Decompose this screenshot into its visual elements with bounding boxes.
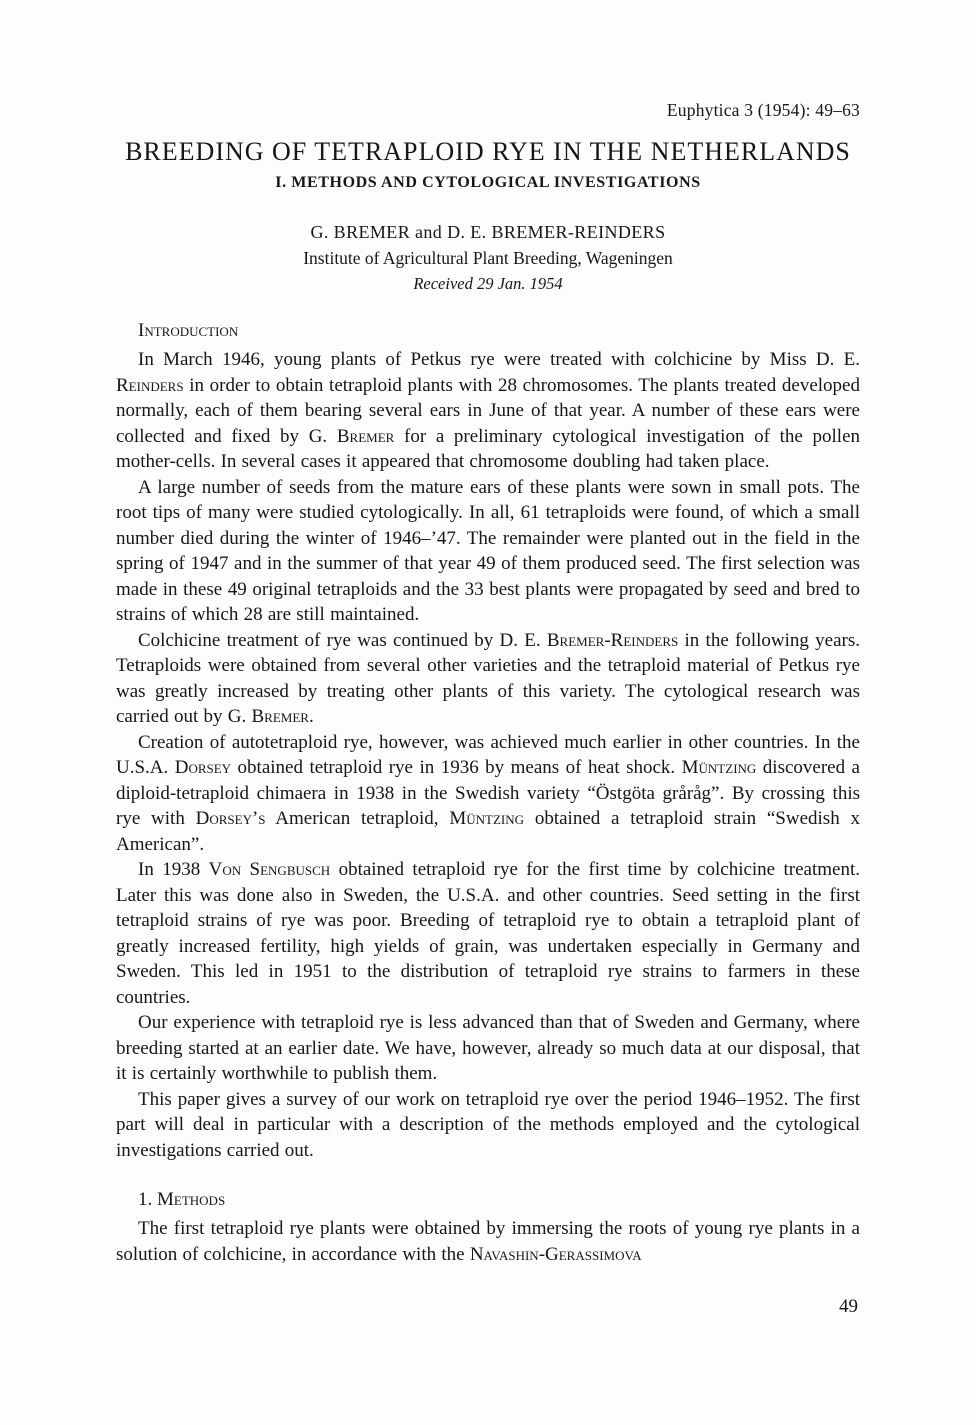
paragraph-6: Our experience with tetraploid rye is less advanced than that of Sweden and Germany, where breeding started at an earlier date. We have, however, already so much data at our disposal, that it is certainly worthwhile to publish them. xyxy=(116,1012,860,1084)
affiliation-line: Institute of Agricultural Plant Breeding, Wageningen xyxy=(303,248,673,268)
article-subtitle: I. METHODS AND CYTOLOGICAL INVESTIGATIONS xyxy=(275,174,701,191)
section-heading-introduction xyxy=(116,320,860,342)
paragraph-3: Colchicine treatment of rye was continued by D. E. Bremer-Reinders in the following years. Tetraploids were obtained from several other varieties and the tetraploid material of Petkus rye was greatly increased by treating other plants of this variety. The cytological research was carried out by G. Bremer. xyxy=(116,629,861,727)
authors-line: G. BREMER and D. E. BREMER-REINDERS xyxy=(310,222,666,242)
paragraph-2: A large number of seeds from the mature ears of these plants were sown in small pots. The root tips of many were studied cytologically. In all, 61 tetraploids were found, of which a small number died during the winter of 1946–’47. The remainder were planted out in the field in the spring of 1947 and in the summer of that year 49 of them produced seed. The first selection was made in these 49 original tetraploids and the 33 best plants were propagated by seed and bred to strains of which 28 are still maintained. xyxy=(116,476,860,625)
paragraph-4: Creation of autotetraploid rye, however, was achieved much earlier in other countries. In the U.S.A. Dorsey obtained tetraploid rye in 1936 by means of heat shock. Müntzing discovered a diploid-tetraploid chimaera in 1938 in the Swedish variety “Östgöta gråråg”. By crossing this rye with Dorsey’s American tetraploid, Müntzing obtained a tetraploid strain “Swedish x American”. xyxy=(116,731,861,855)
paragraph-5: In 1938 Von Sengbusch obtained tetraploid rye for the first time by colchicine treatment. Later this was done also in Sweden, the U.S.A. and other countries. Seed setting in the first tetraploid strains of rye was poor. Breeding of tetraploid rye to obtain a tetraploid plant of greatly increased fertility, high yields of grain, was undertaken especially in Germany and Sweden. This led in 1951 to the distribution of tetraploid rye strains to farmers in these countries. xyxy=(116,859,861,1008)
section-heading-introduction-text: Introduction xyxy=(138,320,239,341)
section-heading-methods xyxy=(116,1189,860,1211)
received-date: Received 29 Jan. 1954 xyxy=(413,274,563,293)
paragraph-1: In March 1946, young plants of Petkus rye were treated with colchicine by Miss D. E. Reinders in order to obtain tetraploid plants with 28 chromosomes. The plants treated developed normally, each of them bearing several ears in June of that year. A number of these ears were collected and fixed by G. Bremer for a preliminary cytological investigation of the pollen mother-cells. In several cases it appeared that chromosome doubling had taken place. xyxy=(116,349,860,472)
methods-paragraph-1: The first tetraploid rye plants were obtained by immersing the roots of young rye plants in a solution of colchicine, in accordance with the Navashin-Gerassimova xyxy=(116,1218,860,1265)
article-title: BREEDING OF TETRAPLOID RYE IN THE NETHERLANDS xyxy=(125,137,851,166)
paragraph-7: This paper gives a survey of our work on tetraploid rye over the period 1946–1952. The first part will deal in particular with a description of the methods employed and the cytological investigations carried out. xyxy=(116,1088,860,1161)
journal-reference: Euphytica 3 (1954): 49–63 xyxy=(666,100,860,120)
page-number: 49 xyxy=(839,1296,858,1317)
section-heading-methods-text: 1. Methods xyxy=(138,1189,226,1210)
